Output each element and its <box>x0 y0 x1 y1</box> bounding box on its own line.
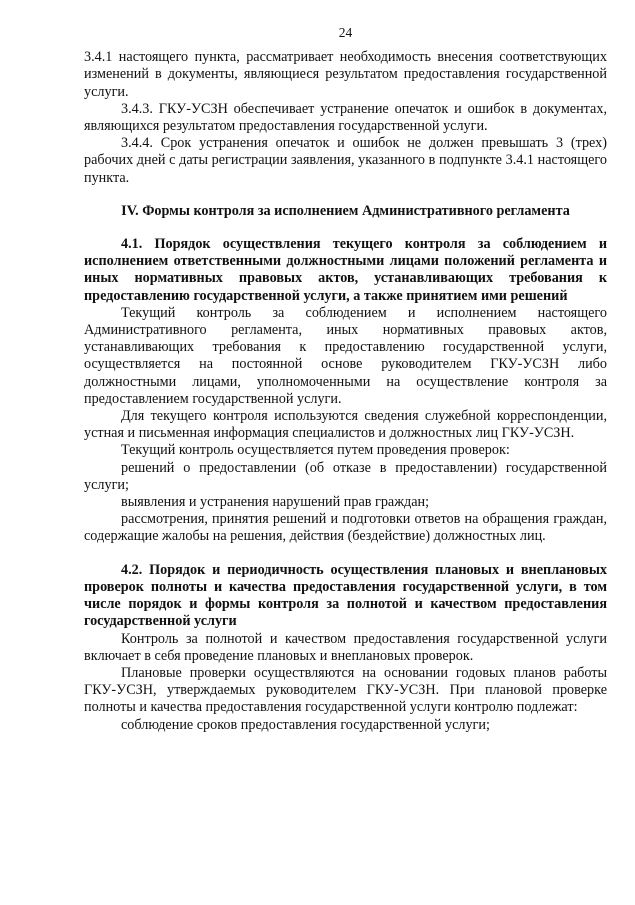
section-title-iv: IV. Формы контроля за исполнением Административного регламента <box>121 202 570 219</box>
paragraph-planned-checks: Плановые проверки осуществляются на основании годовых планов работы ГКУ-УСЗН, утверждаемых руководителем ГКУ-УСЗН. При плановой проверке полноты и качества предоставления государственной услуги контролю подлежат: <box>84 664 607 716</box>
paragraph-current-control: Текущий контроль за соблюдением и исполнением настоящего Административного регламента, иных нормативных правовых актов, устанавливающих требования к предоставлению государственной услуги, осуществляется на постоянной основе руководителем ГКУ-УСЗН либо должностными лицами, уполномоченными на осуществление контроля за предоставлением государственной услуги. <box>84 304 607 407</box>
page-number: 24 <box>338 25 353 40</box>
paragraph-quality-control: Контроль за полнотой и качеством предоставления государственной услуги включает в себя проведение плановых и внеплановых проверок. <box>84 630 607 664</box>
subsection-heading-4-1: 4.1. Порядок осуществления текущего контроля за соблюдением и исполнением ответственными должностными лицами положений регламента и иных нормативных правовых актов, устанавливающих требования к предоставлению государственной услуги, а также принятием ими решений <box>84 236 607 304</box>
paragraph-3-4-3: 3.4.3. ГКУ-УСЗН обеспечивает устранение опечаток и ошибок в документах, являющихся результатом предоставления государственной услуги. <box>84 100 607 135</box>
paragraph-control-sources: Для текущего контроля используются сведения служебной корреспонденции, устная и письменная информация специалистов и должностных лиц ГКУ-УСЗН. <box>84 408 607 442</box>
paragraph-3-4-4: 3.4.4. Срок устранения опечаток и ошибок не должен превышать 3 (трех) рабочих дней с даты регистрации заявления, указанного в подпункте 3.4.1 настоящего пункта. <box>84 135 607 186</box>
list-item-complaints: рассмотрения, принятия решений и подготовки ответов на обращения граждан, содержащие жалобы на решения, действия (бездействие) должностных лиц. <box>84 511 607 545</box>
subsection-heading-4-2: 4.2. Порядок и периодичность осуществления плановых и внеплановых проверок полноты и качества предоставления государственной услуги, в том числе порядок и формы контроля за полнотой и качеством предоставления государственной услуги <box>84 561 607 630</box>
paragraph-checks-intro: Текущий контроль осуществляется путем проведения проверок: <box>121 442 510 459</box>
list-item-decisions: решений о предоставлении (об отказе в предоставлении) государственной услуги; <box>84 459 607 493</box>
list-item-deadlines: соблюдение сроков предоставления государственной услуги; <box>121 716 490 733</box>
paragraph-3-4-1-continuation: 3.4.1 настоящего пункта, рассматривает необходимость внесения соответствующих изменений в документы, являющиеся результатом предоставления государственной услуги. <box>84 49 607 100</box>
list-item-violations: выявления и устранения нарушений прав граждан; <box>121 494 430 511</box>
